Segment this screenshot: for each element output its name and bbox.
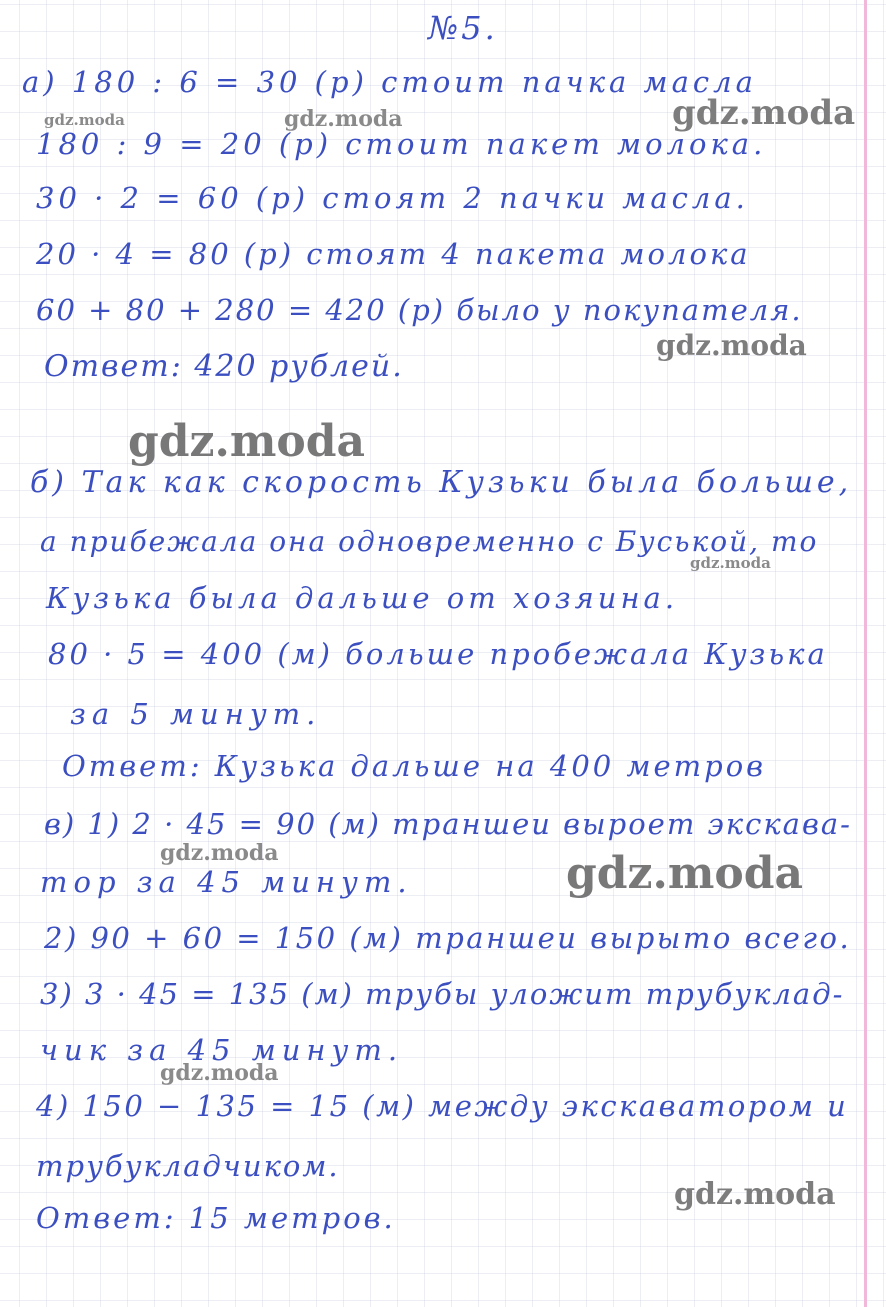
watermark: gdz.moda xyxy=(672,93,856,133)
margin-line xyxy=(864,0,867,1307)
watermark: gdz.moda xyxy=(566,848,804,899)
answer-a: Ответ: 420 рублей. xyxy=(44,349,404,384)
answer-b: Ответ: Кузька дальше на 400 метров xyxy=(62,749,767,783)
line-v-5: чик за 45 минут. xyxy=(40,1033,404,1067)
line-b-2: а прибежала она одновременно с Буськой, то xyxy=(40,525,819,558)
watermark: gdz.moda xyxy=(44,111,125,129)
line-v-7: трубукладчиком. xyxy=(36,1149,340,1183)
line-b-3: Кузька была дальше от хозяина. xyxy=(46,581,679,615)
line-v-1: в) 1) 2 · 45 = 90 (м) траншеи выроет экскава- xyxy=(44,807,852,841)
watermark: gdz.moda xyxy=(690,554,771,572)
line-a-1: а) 180 : 6 = 30 (р) стоит пачка масла xyxy=(22,65,757,99)
line-v-6: 4) 150 − 135 = 15 (м) между экскаватором и xyxy=(36,1089,849,1123)
line-a-2: 180 : 9 = 20 (р) стоит пакет молока. xyxy=(36,127,767,161)
watermark: gdz.moda xyxy=(160,840,279,866)
watermark: gdz.moda xyxy=(674,1177,836,1212)
watermark: gdz.moda xyxy=(128,416,366,467)
line-v-2: тор за 45 минут. xyxy=(40,865,413,899)
line-v-3: 2) 90 + 60 = 150 (м) траншеи вырыто всего. xyxy=(44,921,852,955)
line-b-4: 80 · 5 = 400 (м) больше пробежала Кузька xyxy=(48,637,828,671)
line-a-3: 30 · 2 = 60 (р) стоят 2 пачки масла. xyxy=(36,181,749,215)
line-b-5: за 5 минут. xyxy=(70,697,322,731)
watermark: gdz.moda xyxy=(284,106,403,132)
answer-v: Ответ: 15 метров. xyxy=(36,1201,396,1235)
watermark: gdz.moda xyxy=(656,329,807,362)
watermark: gdz.moda xyxy=(160,1060,279,1086)
line-v-4: 3) 3 · 45 = 135 (м) трубы уложит трубуклад- xyxy=(40,977,845,1011)
line-a-4: 20 · 4 = 80 (р) стоят 4 пакета молока xyxy=(36,237,751,271)
line-b-1: б) Так как скорость Кузьки была больше, xyxy=(30,465,853,500)
line-a-5: 60 + 80 + 280 = 420 (р) было у покупателя. xyxy=(36,293,803,327)
task-number: №5. xyxy=(428,9,498,47)
